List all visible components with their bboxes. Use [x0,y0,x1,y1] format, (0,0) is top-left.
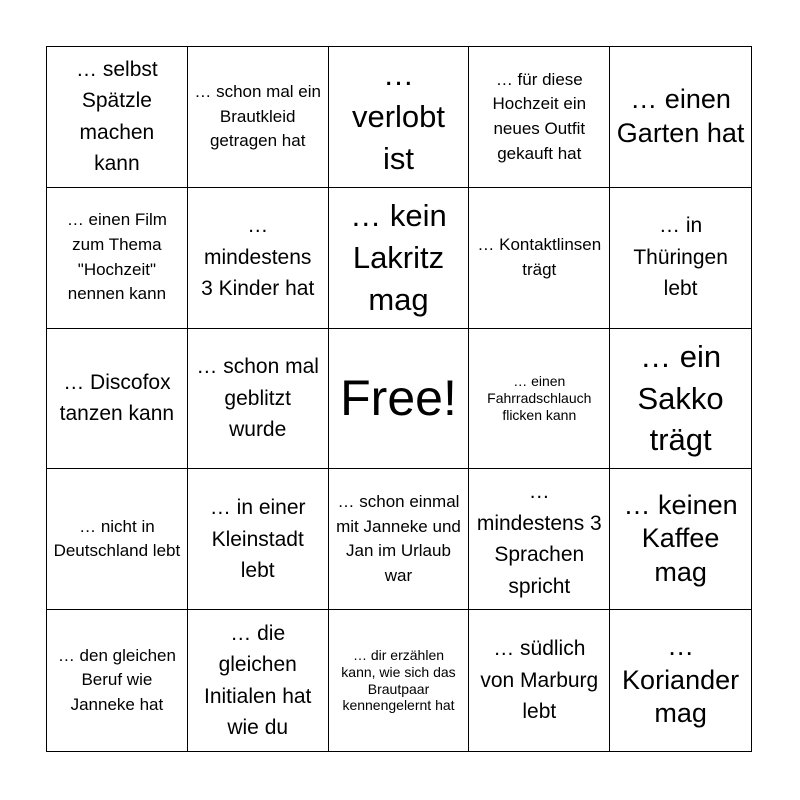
bingo-cell[interactable] [47,469,188,610]
bingo-cell[interactable] [329,610,470,751]
cell-text: … in einer Kleinstadt lebt [209,496,306,583]
cell-text: … Discofox tanzen kann [59,370,175,426]
bingo-cell[interactable] [47,610,188,751]
bingo-cell[interactable] [47,47,188,188]
free-space-cell[interactable] [329,329,470,470]
bingo-cell[interactable] [469,47,610,188]
cell-text: … mindestens 3 Kinder hat [201,214,315,301]
cell-text: … den gleichen Beruf wie Janneke hat [57,645,176,714]
bingo-cell[interactable] [610,47,751,188]
cell-text: … ein Sakko trägt [637,338,724,458]
cell-text: … Koriander mag [622,630,740,729]
bingo-cell[interactable] [469,469,610,610]
bingo-cell[interactable] [610,469,751,610]
cell-text: … einen Fahrradschlauch flicken kann [487,373,592,423]
cell-text: … selbst Spätzle machen kann [76,57,158,176]
bingo-cell[interactable] [469,188,610,329]
cell-text: … nicht in Deutschland lebt [53,516,181,561]
cell-text: … einen Garten hat [616,84,745,148]
cell-text: … kein Lakritz mag [350,197,447,317]
bingo-cell[interactable] [610,329,751,470]
cell-text: … schon einmal mit Janneke und Jan im Urlaub war [336,492,461,585]
bingo-cell[interactable] [329,188,470,329]
free-space-label: Free! [340,370,457,427]
bingo-cell[interactable] [469,329,610,470]
bingo-board [46,46,752,752]
bingo-cell[interactable] [188,329,329,470]
bingo-cell[interactable] [188,188,329,329]
bingo-cell[interactable] [469,610,610,751]
cell-text: … für diese Hochzeit ein neues Outfit gekauft hat [492,69,587,163]
cell-text: … südlich von Marburg lebt [480,637,599,724]
cell-text: … in Thüringen lebt [633,214,728,301]
cell-text: … schon mal ein Brautkleid getragen hat [194,81,321,151]
cell-text: … Kontaktlinsen trägt [477,235,602,279]
cell-text: … die gleichen Initialen hat wie du [203,621,312,740]
bingo-cell[interactable] [329,47,470,188]
bingo-cell[interactable] [188,47,329,188]
cell-text: … keinen Kaffee mag [623,489,738,588]
bingo-cell[interactable] [47,188,188,329]
bingo-cell[interactable] [188,610,329,751]
bingo-cell[interactable] [188,469,329,610]
cell-text: … verlobt ist [351,57,446,176]
bingo-cell[interactable] [329,469,470,610]
bingo-cell[interactable] [610,610,751,751]
cell-text: … schon mal geblitzt wurde [196,355,319,442]
bingo-cell[interactable] [610,188,751,329]
cell-text: … dir erzählen kann, wie sich das Brautpaar kennengelernt hat [341,647,456,714]
bingo-cell[interactable] [47,329,188,470]
cell-text: … einen Film zum Thema "Hochzeit" nennen kann [66,210,167,304]
cell-text: … mindestens 3 Sprachen spricht [476,480,602,598]
